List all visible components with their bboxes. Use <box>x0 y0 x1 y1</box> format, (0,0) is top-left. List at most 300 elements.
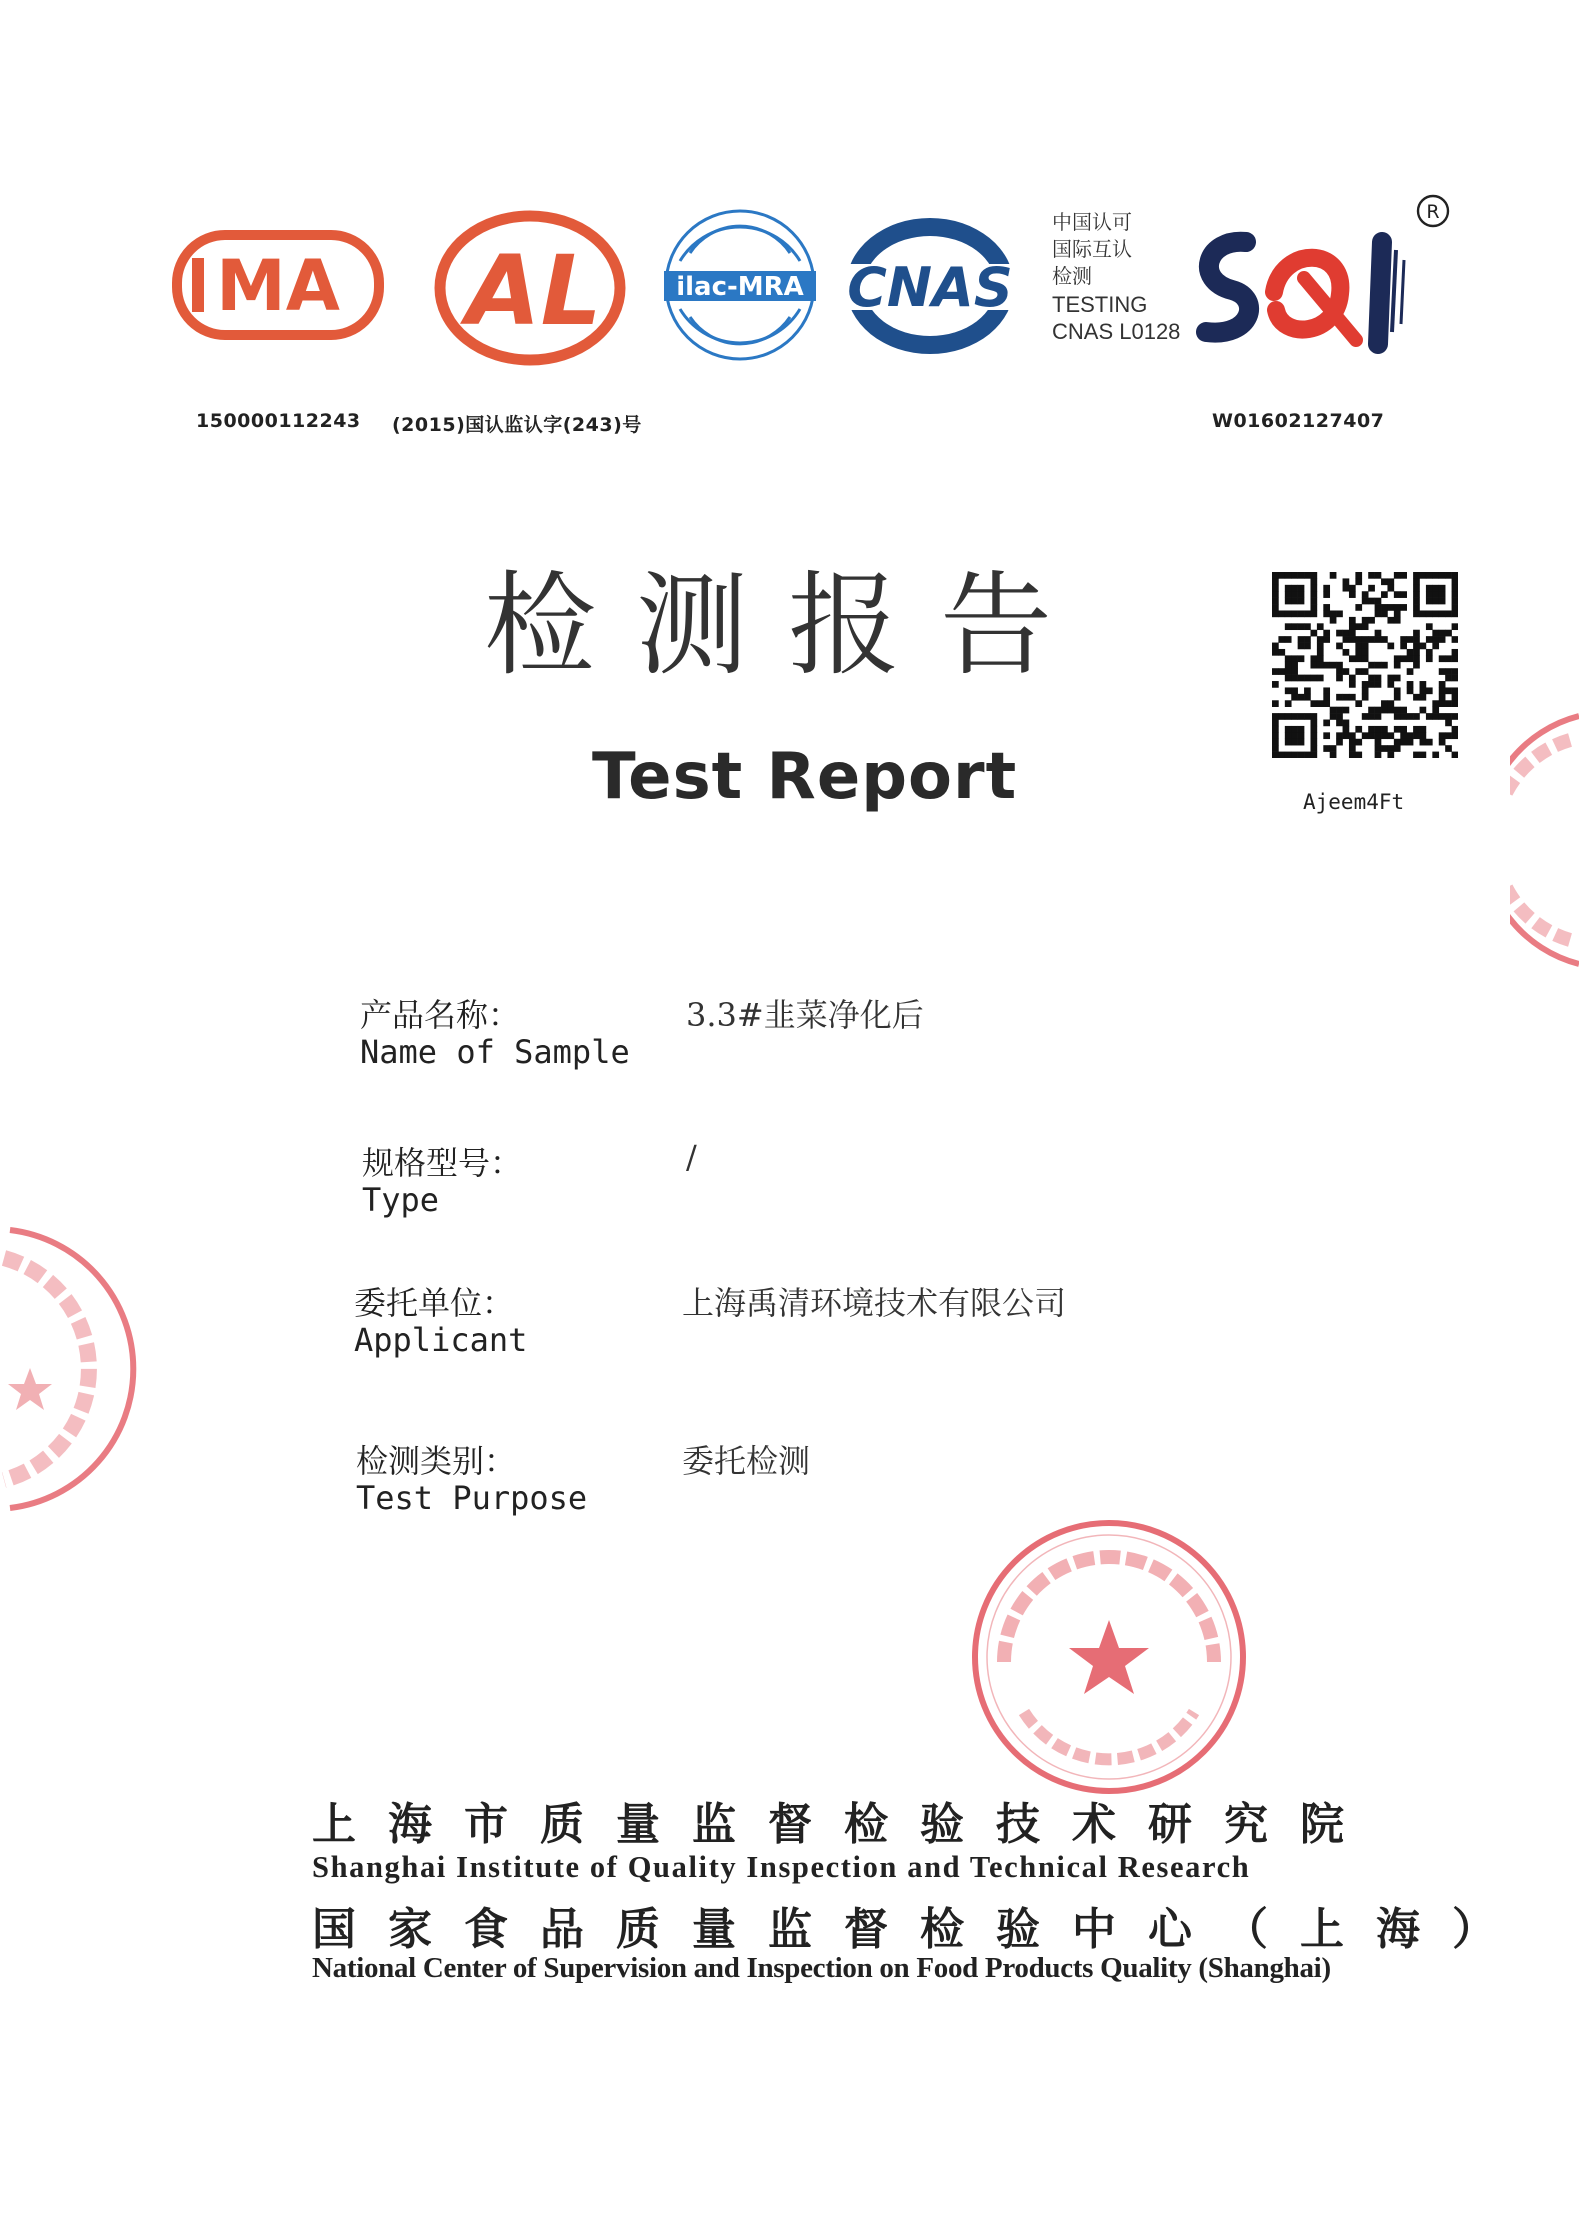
qr-module <box>1426 655 1433 662</box>
qr-module <box>1298 732 1305 739</box>
qr-module <box>1439 591 1446 598</box>
qr-module <box>1381 610 1388 617</box>
qr-module <box>1285 675 1292 682</box>
qr-module <box>1387 700 1394 707</box>
qr-module <box>1343 630 1350 637</box>
qr-module <box>1413 578 1420 585</box>
qr-module <box>1381 636 1388 643</box>
qr-module <box>1323 604 1330 611</box>
qr-module <box>1445 675 1452 682</box>
qr-module <box>1336 675 1343 682</box>
qr-module <box>1445 610 1452 617</box>
qr-module <box>1336 732 1343 739</box>
svg-text:MA: MA <box>216 245 340 327</box>
qr-module <box>1343 649 1350 656</box>
qr-module <box>1343 720 1350 727</box>
qr-module <box>1362 668 1369 675</box>
qr-module <box>1452 694 1458 701</box>
qr-module <box>1323 636 1330 643</box>
qr-module <box>1375 713 1382 720</box>
qr-module <box>1445 687 1452 694</box>
qr-module <box>1323 732 1330 739</box>
qr-module <box>1394 591 1401 598</box>
svg-text:AL: AL <box>466 235 602 347</box>
qr-module <box>1298 610 1305 617</box>
qr-module <box>1420 610 1427 617</box>
qr-module <box>1291 598 1298 605</box>
qr-module <box>1272 643 1279 650</box>
qr-module <box>1317 649 1324 656</box>
qr-module <box>1330 752 1337 758</box>
qr-module <box>1323 694 1330 701</box>
qr-module <box>1407 681 1414 688</box>
qr-module <box>1298 726 1305 733</box>
registered-icon <box>1416 194 1450 228</box>
qr-module <box>1452 700 1458 707</box>
qr-module <box>1336 630 1343 637</box>
qr-module <box>1452 713 1458 720</box>
qr-module <box>1362 649 1369 656</box>
qr-module <box>1310 739 1317 746</box>
qr-module <box>1400 572 1407 579</box>
qr-module <box>1452 649 1458 656</box>
qr-module <box>1330 610 1337 617</box>
qr-module <box>1413 604 1420 611</box>
qr-module <box>1432 707 1439 714</box>
qr-module <box>1310 675 1317 682</box>
qr-module <box>1310 720 1317 727</box>
qr-module <box>1278 713 1285 720</box>
qr-module <box>1445 572 1452 579</box>
qr-module <box>1375 752 1382 758</box>
qr-module <box>1310 610 1317 617</box>
qr-module <box>1381 662 1388 669</box>
qr-module <box>1310 726 1317 733</box>
qr-module <box>1349 617 1356 624</box>
qr-module <box>1317 662 1324 669</box>
value-test-purpose: 委托检测 <box>682 1442 811 1480</box>
qr-module <box>1426 591 1433 598</box>
qr-module <box>1285 610 1292 617</box>
qr-module <box>1291 713 1298 720</box>
cnas-text-line: 检测 <box>1052 266 1092 288</box>
qr-module <box>1330 662 1337 669</box>
qr-module <box>1272 598 1279 605</box>
qr-module <box>1272 649 1279 656</box>
qr-module <box>1387 643 1394 650</box>
qr-module <box>1304 675 1311 682</box>
qr-module <box>1452 687 1458 694</box>
qr-module <box>1272 578 1279 585</box>
qr-module <box>1413 655 1420 662</box>
qr-module <box>1285 655 1292 662</box>
qr-module <box>1272 700 1279 707</box>
qr-module <box>1355 739 1362 746</box>
qr-module <box>1452 623 1458 630</box>
inspection-stamp-right <box>1510 710 1579 970</box>
qr-module <box>1298 643 1305 650</box>
qr-module <box>1375 598 1382 605</box>
qr-module <box>1285 636 1292 643</box>
ilac-mra-logo <box>660 205 820 365</box>
qr-module <box>1272 739 1279 746</box>
qr-module <box>1285 623 1292 630</box>
qr-module <box>1368 713 1375 720</box>
qr-module <box>1420 752 1427 758</box>
qr-module <box>1323 720 1330 727</box>
qr-module <box>1439 572 1446 579</box>
qr-module <box>1400 604 1407 611</box>
qr-module <box>1439 585 1446 592</box>
qr-module <box>1285 668 1292 675</box>
qr-module <box>1304 636 1311 643</box>
qr-module <box>1355 700 1362 707</box>
qr-module <box>1278 649 1285 656</box>
qr-module <box>1285 591 1292 598</box>
qr-module <box>1445 745 1452 752</box>
qr-module <box>1343 707 1350 714</box>
qr-module <box>1387 707 1394 714</box>
qr-module <box>1291 591 1298 598</box>
qr-module <box>1452 598 1458 605</box>
qr-module <box>1310 752 1317 758</box>
qr-module <box>1355 604 1362 611</box>
qr-module <box>1420 572 1427 579</box>
qr-module <box>1375 726 1382 733</box>
qr-module <box>1343 636 1350 643</box>
qr-module <box>1272 681 1279 688</box>
qr-module <box>1426 649 1433 656</box>
qr-module <box>1362 687 1369 694</box>
qr-module <box>1298 752 1305 758</box>
qr-module <box>1336 707 1343 714</box>
qr-module <box>1323 687 1330 694</box>
qr-module <box>1420 694 1427 701</box>
qr-module <box>1323 745 1330 752</box>
value-type: / <box>686 1138 697 1176</box>
qr-module <box>1452 578 1458 585</box>
qr-module <box>1285 662 1292 669</box>
qr-module <box>1413 752 1420 758</box>
qr-module <box>1310 700 1317 707</box>
qr-module <box>1394 572 1401 579</box>
cnas-text-line: CNAS L0128 <box>1052 319 1181 344</box>
qr-module <box>1298 636 1305 643</box>
qr-module <box>1407 636 1414 643</box>
qr-module <box>1439 732 1446 739</box>
qr-module <box>1368 675 1375 682</box>
qr-module <box>1368 585 1375 592</box>
qr-module <box>1304 623 1311 630</box>
svg-text:CNAS: CNAS <box>847 256 1013 319</box>
qr-module <box>1355 726 1362 733</box>
qr-module <box>1439 668 1446 675</box>
label-applicant-en: Applicant <box>354 1321 528 1359</box>
qr-module <box>1439 630 1446 637</box>
qr-module <box>1291 752 1298 758</box>
qr-module <box>1375 610 1382 617</box>
qr-module <box>1310 572 1317 579</box>
qr-module <box>1298 713 1305 720</box>
qr-module <box>1323 700 1330 707</box>
qr-module <box>1426 623 1433 630</box>
qr-module <box>1375 739 1382 746</box>
qr-module <box>1304 643 1311 650</box>
qr-module <box>1285 585 1292 592</box>
sqi-number: W01602127407 <box>1212 410 1385 432</box>
label-sample-name-cn: 产品名称： <box>360 996 521 1034</box>
qr-module <box>1291 694 1298 701</box>
qr-module <box>1362 591 1369 598</box>
qr-module <box>1272 720 1279 727</box>
qr-module <box>1291 585 1298 592</box>
qr-module <box>1413 598 1420 605</box>
cnas-text-line: TESTING <box>1052 292 1148 317</box>
qr-module <box>1413 636 1420 643</box>
qr-module <box>1445 720 1452 727</box>
qr-module <box>1272 752 1279 758</box>
label-type-cn: 规格型号： <box>362 1144 523 1182</box>
qr-module <box>1330 572 1337 579</box>
qr-module <box>1394 675 1401 682</box>
qr-caption: Ajeem4Ft <box>1303 790 1405 814</box>
qr-module <box>1362 643 1369 650</box>
qr-module <box>1394 694 1401 701</box>
qr-module <box>1362 598 1369 605</box>
qr-module <box>1420 687 1427 694</box>
qr-module <box>1298 739 1305 746</box>
qr-module <box>1285 598 1292 605</box>
qr-module <box>1336 662 1343 669</box>
label-applicant-cn: 委托单位： <box>354 1284 515 1322</box>
cnas-logo <box>840 212 1020 360</box>
qr-module <box>1349 681 1356 688</box>
value-applicant: 上海禹清环境技术有限公司 <box>682 1284 1067 1322</box>
qr-module <box>1394 739 1401 746</box>
qr-module <box>1413 591 1420 598</box>
qr-module <box>1304 694 1311 701</box>
qr-module <box>1432 630 1439 637</box>
svg-text:ilac-MRA: ilac-MRA <box>676 272 804 302</box>
qr-module <box>1355 636 1362 643</box>
qr-module <box>1413 726 1420 733</box>
qr-module <box>1317 636 1324 643</box>
qr-module <box>1272 610 1279 617</box>
qr-module <box>1330 707 1337 714</box>
qr-module <box>1336 610 1343 617</box>
qr-module <box>1420 726 1427 733</box>
qr-module <box>1420 739 1427 746</box>
qr-module <box>1278 572 1285 579</box>
qr-module <box>1407 713 1414 720</box>
qr-module <box>1368 681 1375 688</box>
qr-module <box>1413 649 1420 656</box>
institute-name-cn: 上海市质量监督检验技术研究院 <box>312 1799 1376 1850</box>
qr-module <box>1381 726 1388 733</box>
qr-module <box>1304 713 1311 720</box>
qr-module <box>1432 610 1439 617</box>
qr-module <box>1452 732 1458 739</box>
qr-module <box>1355 752 1362 758</box>
qr-module <box>1310 591 1317 598</box>
qr-module <box>1330 745 1337 752</box>
qr-module <box>1439 700 1446 707</box>
qr-module <box>1310 598 1317 605</box>
qr-module <box>1368 636 1375 643</box>
qr-module <box>1330 617 1337 624</box>
qr-module <box>1317 623 1324 630</box>
cma-logo <box>172 230 384 340</box>
qr-module <box>1426 739 1433 746</box>
qr-module <box>1349 636 1356 643</box>
qr-module <box>1375 707 1382 714</box>
svg-text:R: R <box>1426 201 1440 223</box>
cnas-text-line: 中国认可 <box>1052 212 1132 234</box>
qr-module <box>1420 681 1427 688</box>
cal-logo <box>430 208 630 368</box>
qr-module <box>1310 630 1317 637</box>
qr-module <box>1452 668 1458 675</box>
qr-module <box>1375 572 1382 579</box>
inspection-stamp-left <box>0 1218 160 1518</box>
qr-module <box>1343 732 1350 739</box>
qr-module <box>1362 681 1369 688</box>
qr-module <box>1291 623 1298 630</box>
qr-module <box>1349 630 1356 637</box>
qr-code <box>1272 572 1458 758</box>
qr-module <box>1291 726 1298 733</box>
qr-module <box>1407 739 1414 746</box>
qr-module <box>1387 675 1394 682</box>
qr-module <box>1349 745 1356 752</box>
qr-module <box>1375 732 1382 739</box>
qr-module <box>1298 675 1305 682</box>
qr-module <box>1400 643 1407 650</box>
qr-module <box>1362 732 1369 739</box>
qr-module <box>1432 636 1439 643</box>
qr-module <box>1394 745 1401 752</box>
qr-module <box>1291 732 1298 739</box>
qr-module <box>1452 604 1458 611</box>
qr-module <box>1439 610 1446 617</box>
cma-number: 150000112243 <box>196 410 361 432</box>
qr-module <box>1432 598 1439 605</box>
qr-module <box>1368 732 1375 739</box>
report-title-cn: 检测报告 <box>484 561 1092 691</box>
qr-module <box>1349 623 1356 630</box>
qr-module <box>1291 675 1298 682</box>
qr-module <box>1355 578 1362 585</box>
qr-module <box>1432 752 1439 758</box>
qr-module <box>1375 681 1382 688</box>
qr-module <box>1445 700 1452 707</box>
qr-module <box>1310 585 1317 592</box>
qr-module <box>1420 732 1427 739</box>
qr-module <box>1400 739 1407 746</box>
qr-module <box>1298 572 1305 579</box>
qr-module <box>1432 572 1439 579</box>
qr-module <box>1400 726 1407 733</box>
qr-module <box>1343 578 1350 585</box>
qr-module <box>1394 726 1401 733</box>
qr-module <box>1336 694 1343 701</box>
qr-module <box>1336 713 1343 720</box>
qr-module <box>1452 591 1458 598</box>
center-name-en: National Center of Supervision and Inspection on Food Products Quality (Shanghai) <box>312 1952 1331 1984</box>
qr-module <box>1368 662 1375 669</box>
qr-module <box>1298 598 1305 605</box>
qr-module <box>1291 668 1298 675</box>
qr-module <box>1452 636 1458 643</box>
qr-module <box>1349 694 1356 701</box>
cal-number: (2015)国认监认字(243)号 <box>392 414 642 436</box>
qr-module <box>1439 655 1446 662</box>
report-title-en: Test Report <box>592 740 1018 814</box>
qr-module <box>1330 713 1337 720</box>
qr-module <box>1387 617 1394 624</box>
qr-module <box>1452 655 1458 662</box>
qr-module <box>1355 572 1362 579</box>
qr-module <box>1439 713 1446 720</box>
qr-module <box>1310 713 1317 720</box>
qr-module <box>1400 713 1407 720</box>
qr-module <box>1368 598 1375 605</box>
qr-module <box>1291 739 1298 746</box>
label-type-en: Type <box>362 1181 440 1219</box>
qr-module <box>1355 668 1362 675</box>
qr-module <box>1407 649 1414 656</box>
qr-module <box>1285 713 1292 720</box>
qr-module <box>1445 668 1452 675</box>
qr-module <box>1387 752 1394 758</box>
value-sample-name: 3.3#韭菜净化后 <box>686 996 924 1034</box>
qr-module <box>1413 732 1420 739</box>
qr-module <box>1452 752 1458 758</box>
qr-module <box>1285 752 1292 758</box>
qr-module <box>1304 572 1311 579</box>
qr-module <box>1400 636 1407 643</box>
qr-module <box>1368 617 1375 624</box>
sqi-logo <box>1186 220 1426 360</box>
qr-module <box>1394 617 1401 624</box>
qr-module <box>1298 591 1305 598</box>
qr-module <box>1317 655 1324 662</box>
qr-module <box>1368 726 1375 733</box>
qr-module <box>1381 707 1388 714</box>
qr-module <box>1298 623 1305 630</box>
qr-module <box>1317 700 1324 707</box>
qr-module <box>1420 643 1427 650</box>
qr-module <box>1278 668 1285 675</box>
qr-module <box>1362 694 1369 701</box>
qr-module <box>1387 681 1394 688</box>
qr-module <box>1381 591 1388 598</box>
qr-module <box>1381 700 1388 707</box>
qr-module <box>1426 636 1433 643</box>
qr-module <box>1420 707 1427 714</box>
qr-module <box>1317 643 1324 650</box>
qr-module <box>1355 649 1362 656</box>
qr-module <box>1375 745 1382 752</box>
qr-module <box>1375 604 1382 611</box>
qr-module <box>1445 713 1452 720</box>
qr-module <box>1285 726 1292 733</box>
qr-module <box>1343 585 1350 592</box>
qr-module <box>1349 585 1356 592</box>
qr-module <box>1304 687 1311 694</box>
qr-module <box>1413 630 1420 637</box>
qr-module <box>1304 610 1311 617</box>
